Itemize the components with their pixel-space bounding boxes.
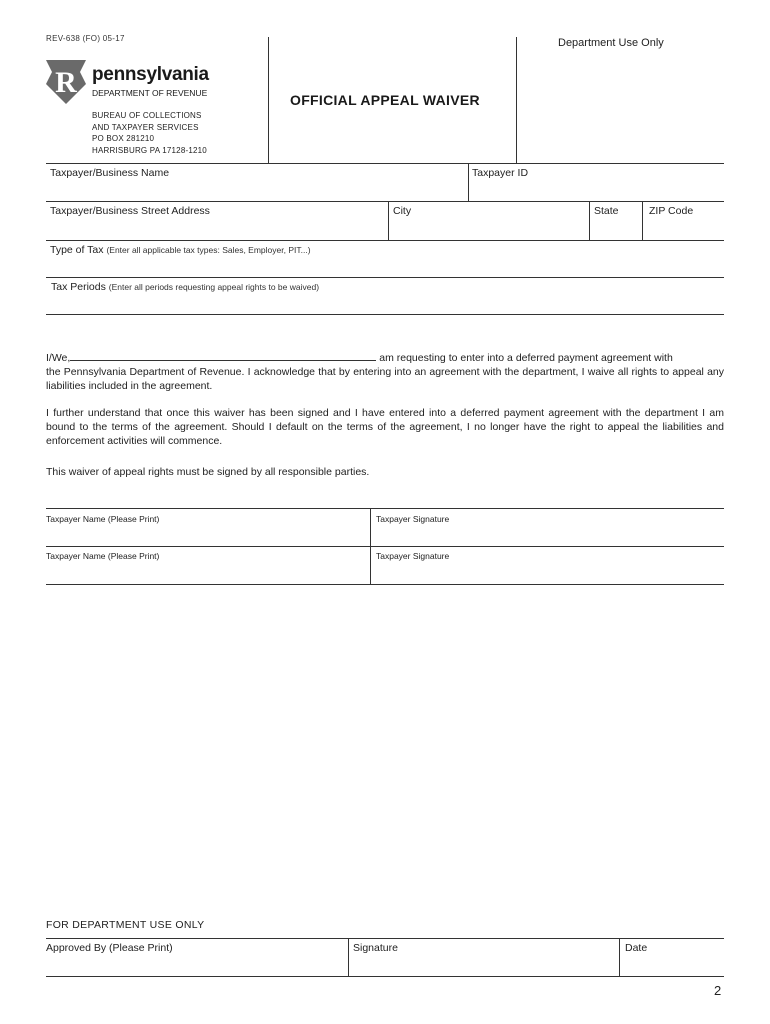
zip-code-label: ZIP Code — [649, 205, 694, 217]
taxpayer-signature-field[interactable] — [371, 547, 724, 584]
taxpayer-name-print-label: Taxpayer Name (Please Print) — [46, 551, 160, 561]
type-of-tax-title: Type of Tax — [50, 244, 104, 256]
department-signature-label: Signature — [353, 942, 398, 954]
approved-by-label: Approved By (Please Print) — [46, 942, 173, 954]
taxpayer-name-print-label: Taxpayer Name (Please Print) — [46, 514, 160, 524]
address-line: BUREAU OF COLLECTIONS — [92, 111, 202, 120]
field-row-rule — [46, 314, 724, 315]
state-field[interactable] — [590, 202, 642, 240]
tax-periods-hint: (Enter all periods requesting appeal rights to be waived) — [108, 282, 320, 292]
taxpayer-signature-label: Taxpayer Signature — [376, 514, 450, 524]
street-address-field[interactable] — [46, 202, 388, 240]
taxpayer-id-field[interactable] — [469, 163, 724, 201]
signature-column-divider — [370, 509, 371, 584]
intro-prefix: I/We, — [46, 352, 71, 364]
tax-periods-field[interactable] — [46, 278, 724, 314]
intro-suffix: am requesting to enter into a deferred payment agreement with — [379, 352, 673, 364]
terms-paragraph: I further understand that once this waiver has been signed and I have entered into a deferred payment agreement with the department I am bound to the terms of the agreement. Should I default on the terms of the agreement, I no longer have the right to appeal the liabilities and enforcement activities will commence. — [46, 407, 724, 447]
address-line: AND TAXPAYER SERVICES — [92, 122, 199, 132]
taxpayer-name-print-field[interactable] — [46, 547, 370, 584]
acknowledgement-rest: the Pennsylvania Department of Revenue. I acknowledge that by entering into an agreement with the department, I waive all rights to appeal any liabilities included in the agreement. — [46, 366, 724, 392]
form-title: OFFICIAL APPEAL WAIVER — [290, 92, 480, 108]
header-divider-right — [516, 37, 517, 163]
department-use-heading: FOR DEPARTMENT USE ONLY — [46, 919, 205, 931]
address-line: PO BOX 281210 — [92, 134, 155, 143]
type-of-tax-hint: (Enter all applicable tax types: Sales, Employer, PIT...) — [106, 245, 311, 255]
acknowledgement-line1 — [46, 349, 724, 365]
type-of-tax-label — [50, 244, 311, 256]
logo-letter: R — [55, 66, 77, 99]
taxpayer-name-print-field[interactable] — [46, 509, 370, 546]
signing-requirement-paragraph: This waiver of appeal rights must be signed by all responsible parties. — [46, 466, 370, 478]
date-field[interactable] — [620, 939, 724, 976]
department-table-bottom-rule — [46, 976, 724, 977]
taxpayer-id-label: Taxpayer ID — [472, 167, 529, 179]
taxpayer-name-blank[interactable] — [70, 349, 376, 361]
state-label: State — [594, 205, 619, 217]
department-use-only-label: Department Use Only — [558, 37, 664, 49]
taxpayer-name-field[interactable] — [46, 163, 468, 201]
tax-periods-label — [51, 281, 319, 293]
date-label: Date — [625, 942, 648, 954]
street-address-label: Taxpayer/Business Street Address — [50, 205, 210, 217]
agency-address — [92, 110, 207, 156]
page-number: 2 — [714, 983, 722, 998]
department-signature-field[interactable] — [349, 939, 619, 976]
approved-by-field[interactable] — [46, 939, 348, 976]
city-label: City — [393, 205, 412, 217]
form-code: REV-638 (FO) 05-17 — [46, 34, 125, 43]
zip-code-field[interactable] — [643, 202, 724, 240]
acknowledgement-paragraph — [46, 349, 724, 393]
agency-department: DEPARTMENT OF REVENUE — [92, 88, 208, 98]
address-line: HARRISBURG PA 17128-1210 — [92, 145, 207, 155]
taxpayer-name-label: Taxpayer/Business Name — [50, 167, 170, 179]
taxpayer-signature-label: Taxpayer Signature — [376, 551, 450, 561]
taxpayer-signature-field[interactable] — [371, 509, 724, 546]
keystone-logo-icon — [46, 60, 86, 104]
city-field[interactable] — [389, 202, 589, 240]
header-divider-left — [268, 37, 269, 163]
type-of-tax-field[interactable] — [46, 241, 724, 277]
tax-periods-title: Tax Periods — [51, 281, 106, 293]
signature-table-bottom-rule — [46, 584, 724, 585]
agency-name: pennsylvania — [92, 64, 209, 85]
